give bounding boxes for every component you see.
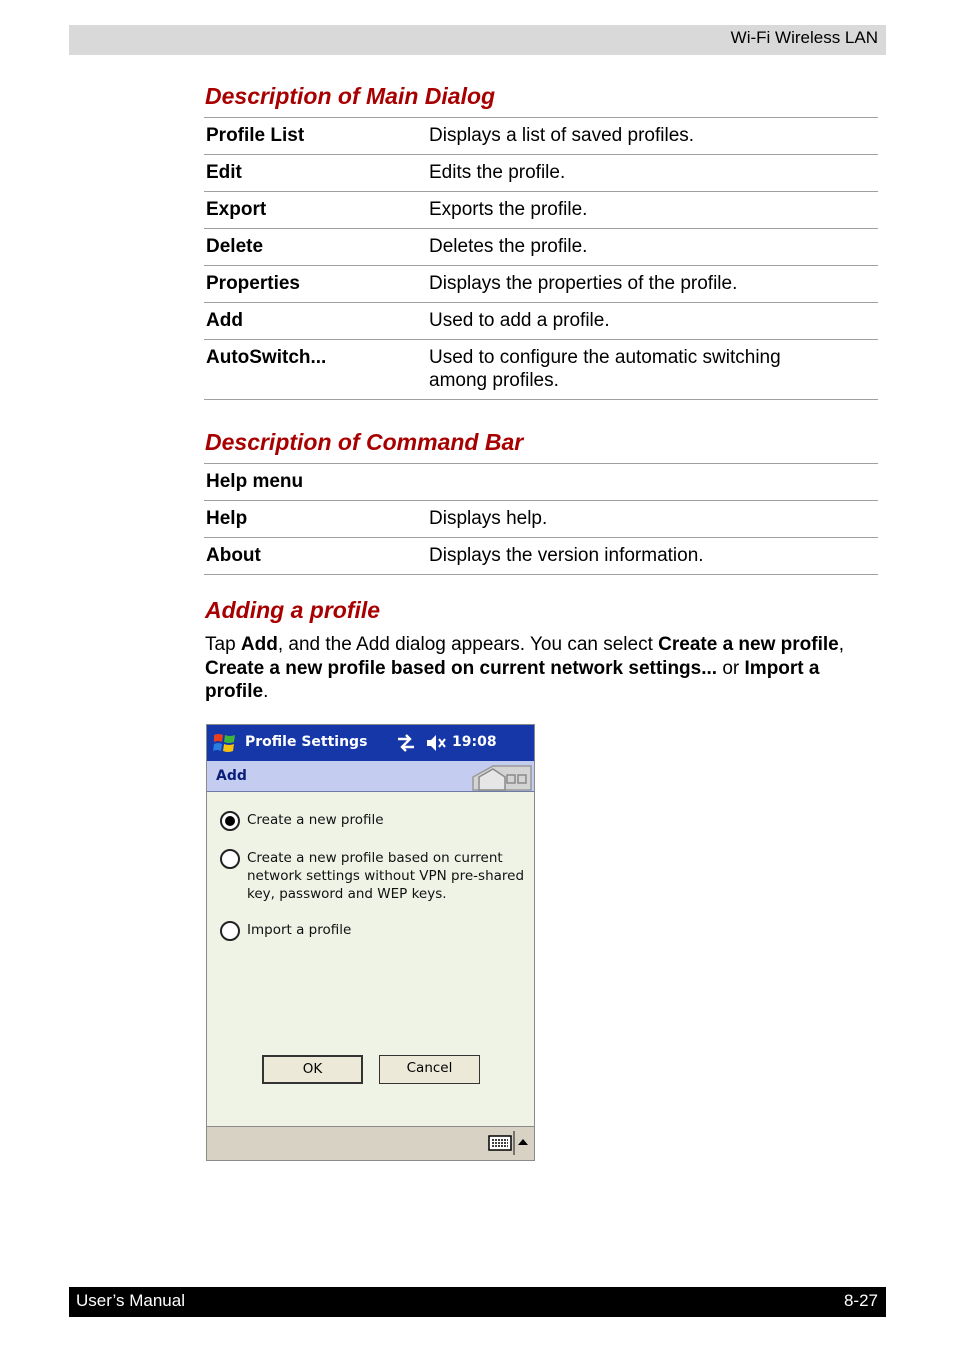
ppc-clock: 19:08 [452,734,497,750]
table-row [204,118,878,155]
ppc-app-title: Profile Settings [245,734,368,750]
header-title: Wi-Fi Wireless LAN [730,28,878,47]
ppc-command-bar [207,1126,534,1160]
desc-cell: Used to configure the automatic switching among profiles. [427,340,878,400]
option-label: Create a new profile based on current network settings without VPN pre-shared key, password and WEP keys. [247,850,525,902]
windows-start-icon[interactable] [210,730,239,756]
radio-unselected[interactable] [220,849,240,869]
table-row [204,501,878,538]
table-row [204,266,878,303]
keyboard-icon[interactable] [488,1134,512,1152]
option-create-based-on-current[interactable] [220,849,532,903]
ppc-subtitle: Add [216,768,247,784]
ppc-title-bar [207,725,534,761]
para-text: or [717,657,745,679]
connectivity-icon[interactable] [396,733,416,753]
cancel-button[interactable]: Cancel [379,1055,480,1084]
option-import-profile[interactable] [220,921,532,941]
page-footer [69,1287,886,1317]
table-row [204,340,878,400]
table-row [204,155,878,192]
speaker-icon[interactable] [425,733,447,753]
ppc-sub-bar [207,761,534,792]
para-bold: Create a new profile [658,634,839,655]
desc-cell: Used to add a profile. [427,303,878,340]
para-text: , and the Add dialog appears. You can select [277,634,659,655]
term-cell: Delete [204,229,427,266]
para-text: , [838,634,844,655]
term-cell: Export [204,192,427,229]
option-label: Create a new profile [247,812,384,828]
term-cell: Help menu [204,464,427,501]
term-cell: Edit [204,155,427,192]
option-create-new-profile[interactable] [220,811,532,831]
option-label: Import a profile [247,922,352,938]
caret-up-icon[interactable] [513,1131,531,1155]
desc-cell: Displays a list of saved profiles. [427,118,878,155]
desc-cell: Deletes the profile. [427,229,878,266]
footer-page-number: 8-27 [843,1291,878,1310]
para-text: Tap [205,634,241,655]
footer-manual-label: User’s Manual [76,1291,185,1310]
term-cell: About [204,538,427,575]
desc-cell: Displays the properties of the profile. [427,266,878,303]
table-row [204,538,878,575]
desc-cell: Exports the profile. [427,192,878,229]
main-dialog-table [204,117,878,400]
radio-unselected[interactable] [220,921,240,941]
desc-cell: Displays help. [427,501,878,538]
table-row [204,303,878,340]
section-title-adding-profile: Adding a profile [205,597,381,623]
house-icon [471,763,533,791]
term-cell: AutoSwitch... [204,340,427,400]
adding-profile-paragraph [205,633,865,704]
para-bold: Import a profile [205,657,820,702]
para-bold: Add [240,634,278,655]
page-header [69,25,886,55]
radio-selected[interactable] [220,811,240,831]
term-cell: Profile List [204,118,427,155]
para-bold: Create a new profile based on current network settings... [205,657,718,679]
term-cell: Add [204,303,427,340]
table-row [204,229,878,266]
table-row [204,464,878,501]
desc-cell: Displays the version information. [427,538,878,575]
term-cell: Properties [204,266,427,303]
ok-button[interactable]: OK [262,1055,363,1084]
term-cell: Help [204,501,427,538]
table-row [204,192,878,229]
section-title-command-bar: Description of Command Bar [205,429,524,455]
add-dialog-screenshot [206,724,535,1161]
section-title-main-dialog: Description of Main Dialog [205,83,496,109]
desc-cell [427,464,878,501]
desc-cell: Edits the profile. [427,155,878,192]
command-bar-table [204,463,878,575]
para-text: . [263,681,269,702]
